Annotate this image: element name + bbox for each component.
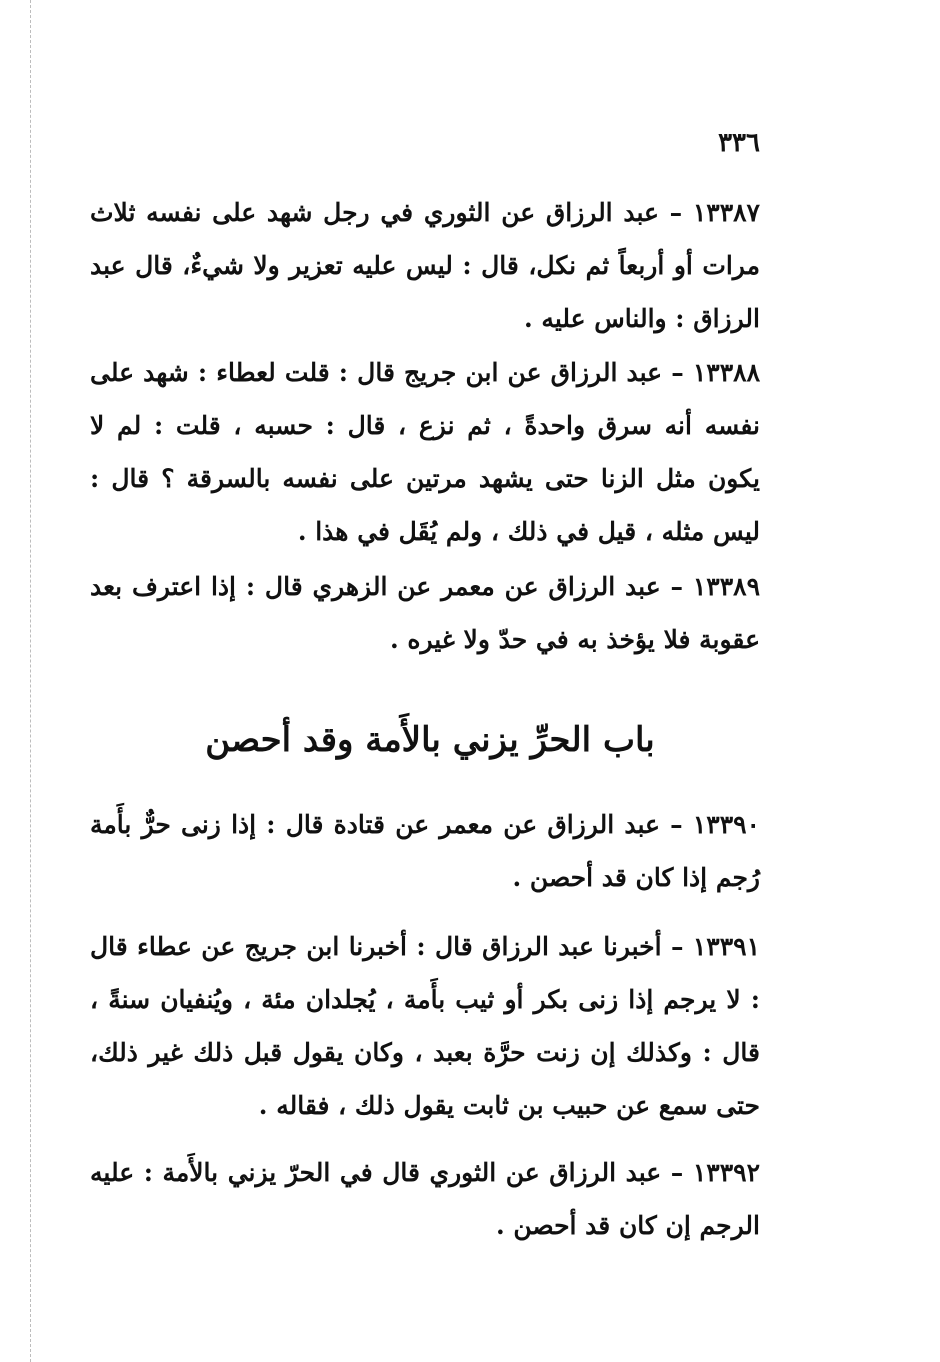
page-number: ٣٣٦ xyxy=(718,128,760,158)
separator: – xyxy=(662,358,693,387)
hadith-text: عبد الرزاق عن معمر عن قتادة قال : إذا زنى حرٌّ بأَمة رُجم إذا كان قد أحصن . xyxy=(90,810,760,892)
separator: – xyxy=(661,1158,693,1187)
hadith-number: ١٣٣٨٨ xyxy=(692,358,760,387)
hadith-text: عبد الرزاق عن معمر عن الزهري قال : إذا اعترف بعد عقوبة فلا يؤخذ به في حدّ ولا غيره . xyxy=(90,572,760,654)
hadith-number: ١٣٣٩١ xyxy=(692,932,760,961)
hadith-text: عبد الرزاق عن ابن جريج قال : قلت لعطاء : شهد على نفسه أنه سرق واحدةً ، ثم نزع ، قال : حسبه ، قلت : لم لا يكون مثل الزنا حتى يشهد مرتين على نفسه بالسرقة ؟ قال : ليس مثله ، قيل في ذلك ، ولم يُقَل في هذا . xyxy=(90,358,760,546)
hadith-text: أخبرنا عبد الرزاق قال : أخبرنا ابن جريج عن عطاء قال : لا يرجم إذا زنى بكر أو ثيب بأَمة ، يُجلدان مئة ، ويُنفيان سنةً ، قال : وكذلك إن زنت حرَّة بعبد ، وكان يقول قبل ذلك غير ذلك، حتى سمع عن حبيب بن ثابت يقول ذلك ، فقاله . xyxy=(90,932,760,1120)
hadith-paragraph xyxy=(90,920,760,1132)
hadith-paragraph xyxy=(90,1146,760,1252)
hadith-number: ١٣٣٩٢ xyxy=(692,1158,760,1187)
hadith-text: عبد الرزاق عن الثوري في رجل شهد على نفسه ثلاث مرات أو أربعاً ثم نكل، قال : ليس عليه تعزير ولا شيءٌ، قال عبد الرزاق : والناس عليه . xyxy=(90,198,760,333)
separator: – xyxy=(660,572,693,601)
hadith-text: عبد الرزاق عن الثوري قال في الحرّ يزني بالأَمة : عليه الرجم إن كان قد أحصن . xyxy=(90,1158,760,1240)
section-heading: باب الحرِّ يزني بالأَمة وقد أحصن xyxy=(205,720,655,760)
hadith-paragraph xyxy=(90,186,760,345)
book-page xyxy=(90,0,770,1362)
page-gutter-line xyxy=(30,0,31,1362)
hadith-number: ١٣٣٨٧ xyxy=(692,198,760,227)
separator: – xyxy=(659,810,693,839)
separator: – xyxy=(661,932,693,961)
hadith-paragraph xyxy=(90,346,760,558)
separator: – xyxy=(658,198,693,227)
hadith-paragraph xyxy=(90,560,760,666)
hadith-paragraph xyxy=(90,798,760,904)
hadith-number: ١٣٣٨٩ xyxy=(692,572,760,601)
hadith-number: ١٣٣٩٠ xyxy=(692,810,760,839)
